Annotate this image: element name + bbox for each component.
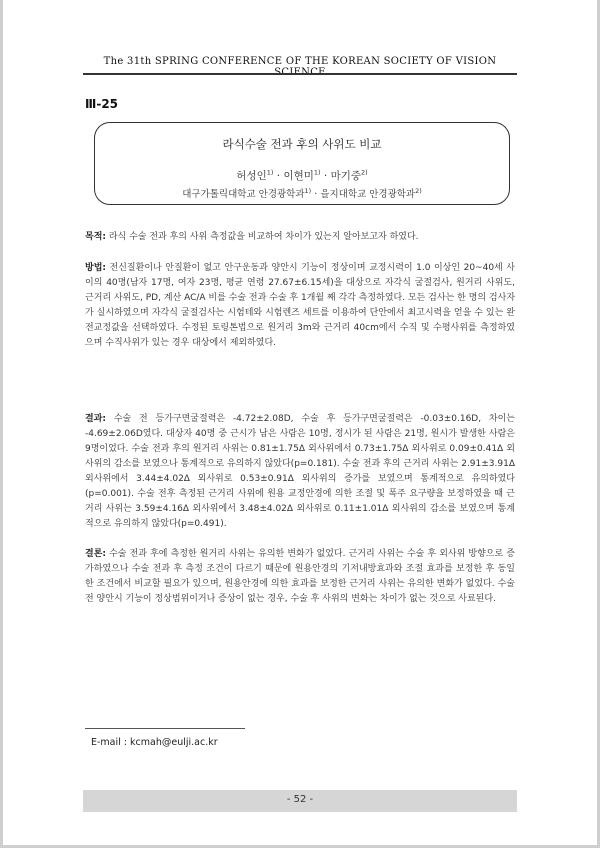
author-separator: · (276, 170, 281, 182)
results-paragraph (85, 412, 515, 532)
page-number: - 52 - (286, 794, 314, 805)
conclusion-paragraph (85, 547, 515, 607)
author-affiliation-mark: 1) (313, 168, 321, 177)
header-rule (83, 73, 517, 75)
methods-label: 방법: (85, 263, 106, 273)
author-name: 이현미 (283, 170, 314, 182)
results-label: 결과: (85, 414, 106, 424)
title-box (94, 122, 510, 205)
author-affiliation-mark: 2) (361, 168, 368, 177)
footnote-rule (85, 728, 245, 729)
abstract-code: Ⅲ-25 (85, 97, 119, 111)
paper-title: 라식수술 전과 후의 사위도 비교 (222, 137, 382, 151)
affiliation: 을지대학교 안경광학과 (320, 189, 416, 200)
affiliation-separator: · (314, 189, 318, 200)
author-name: 마기중 (330, 170, 362, 182)
purpose-paragraph (85, 230, 515, 245)
affiliation-list (95, 186, 509, 200)
methods-paragraph (85, 261, 515, 351)
page-edge-left (0, 0, 3, 848)
affiliation-mark: 2) (415, 186, 422, 195)
author-name: 허성인 (236, 170, 267, 182)
author-list (95, 168, 509, 183)
conclusion-text: 수술 전과 후에 측정한 원거리 사위는 유의한 변화가 없었다. 근거리 사위는 수술 후 외사위 방향으로 증가하였으나 수술 전과 후 측정 조건이 다르기 때문에 원용안경의 기저내방효과와 조절 효과를 보정한 후 동일 한 조건에서 비교할 필요가 있으며, 원용안경에 의한 효과를 보정한 근거리 사위는 유의한 변화가 없었다. 수술 전 양안시 기능이 정상범위이거나 증상이 없는 경우, 수술 후 사위의 변화는 차이가 없는 것으로 사료된다. (85, 549, 515, 604)
results-text: 수술 전 등가구면굴절력은 -4.72±2.08D, 수술 후 등가구면굴절력은 -0.03±0.16D, 차이는 -4.69±2.06D였다. 대상자 40명 중 근시가 남은 사람은 10명, 정시가 된 사람은 21명, 원시가 발생한 사람은 9명이었다. 수술 전과 후의 원거리 사위는 0.81±1.75Δ 외사위에서 0.73±1.75Δ 외사위로 0.09±0.41Δ 외사위의 감소를 보였으나 통계적으로 유의하지 않았다(p=0.181). 수술 전과 후의 근거리 사위는 2.91±3.91Δ 외사위에서 3.44±4.02Δ 외사위로 0.53±0.91Δ 외사위의 증가를 보였으며 통계적으로 유의하였다(p=0.001). 수술 전후 측정된 근거리 사위에 원용 교정안경에 의한 조절 및 폭주 요구량을 보정하였을 때 근거리 사위는 3.59±4.16Δ 외사위에서 3.48±4.02Δ 외사위로 0.11±1.01Δ 외사위의 감소를 보였으며 통계적으로 유의하지 않았다(p=0.491). (85, 414, 515, 529)
corresponding-email: E-mail : kcmah@eulji.ac.kr (91, 737, 218, 748)
methods-text: 전신질환이나 안질환이 없고 안구운동과 양안시 기능이 정상이며 교정시력이 1.0 이상인 20~40세 사이의 40명(남자 17명, 여자 23명, 평균 연령 27.67±6.15세)을 대상으로 자각식 굴절검사, 원거리 사위도, 근거리 사위도, PD, 계산 AC/A 비를 수술 전과 수술 후 1개월 째 각각 측정하였다. 모든 검사는 한 명의 검사자가 실시하였으며 자각식 굴절검사는 시험테와 시험렌즈 세트를 이용하여 단안에서 최고시력을 얻을 수 있는 완전교정값을 선택하였다. 수정된 토링톤법으로 원거리 3m와 근거리 40cm에서 수직 및 수평사위를 측정하였으며 수직사위가 있는 경우 대상에서 제외하였다. (85, 263, 516, 348)
affiliation-mark: 1) (304, 186, 312, 195)
conclusion-label: 결론: (85, 549, 106, 559)
author-separator: · (323, 170, 328, 182)
footer-bar (83, 790, 517, 812)
purpose-label: 목적: (85, 232, 106, 242)
author-affiliation-mark: 1) (266, 168, 274, 177)
running-header: The 31th SPRING CONFERENCE OF THE KOREAN SOCIETY OF VISION SCIENCE (103, 56, 497, 78)
purpose-text: 라식 수술 전과 후의 사위 측정값을 비교하여 차이가 있는지 알아보고자 하였다. (106, 232, 419, 242)
affiliation: 대구가톨릭대학교 안경광학과 (182, 189, 305, 200)
